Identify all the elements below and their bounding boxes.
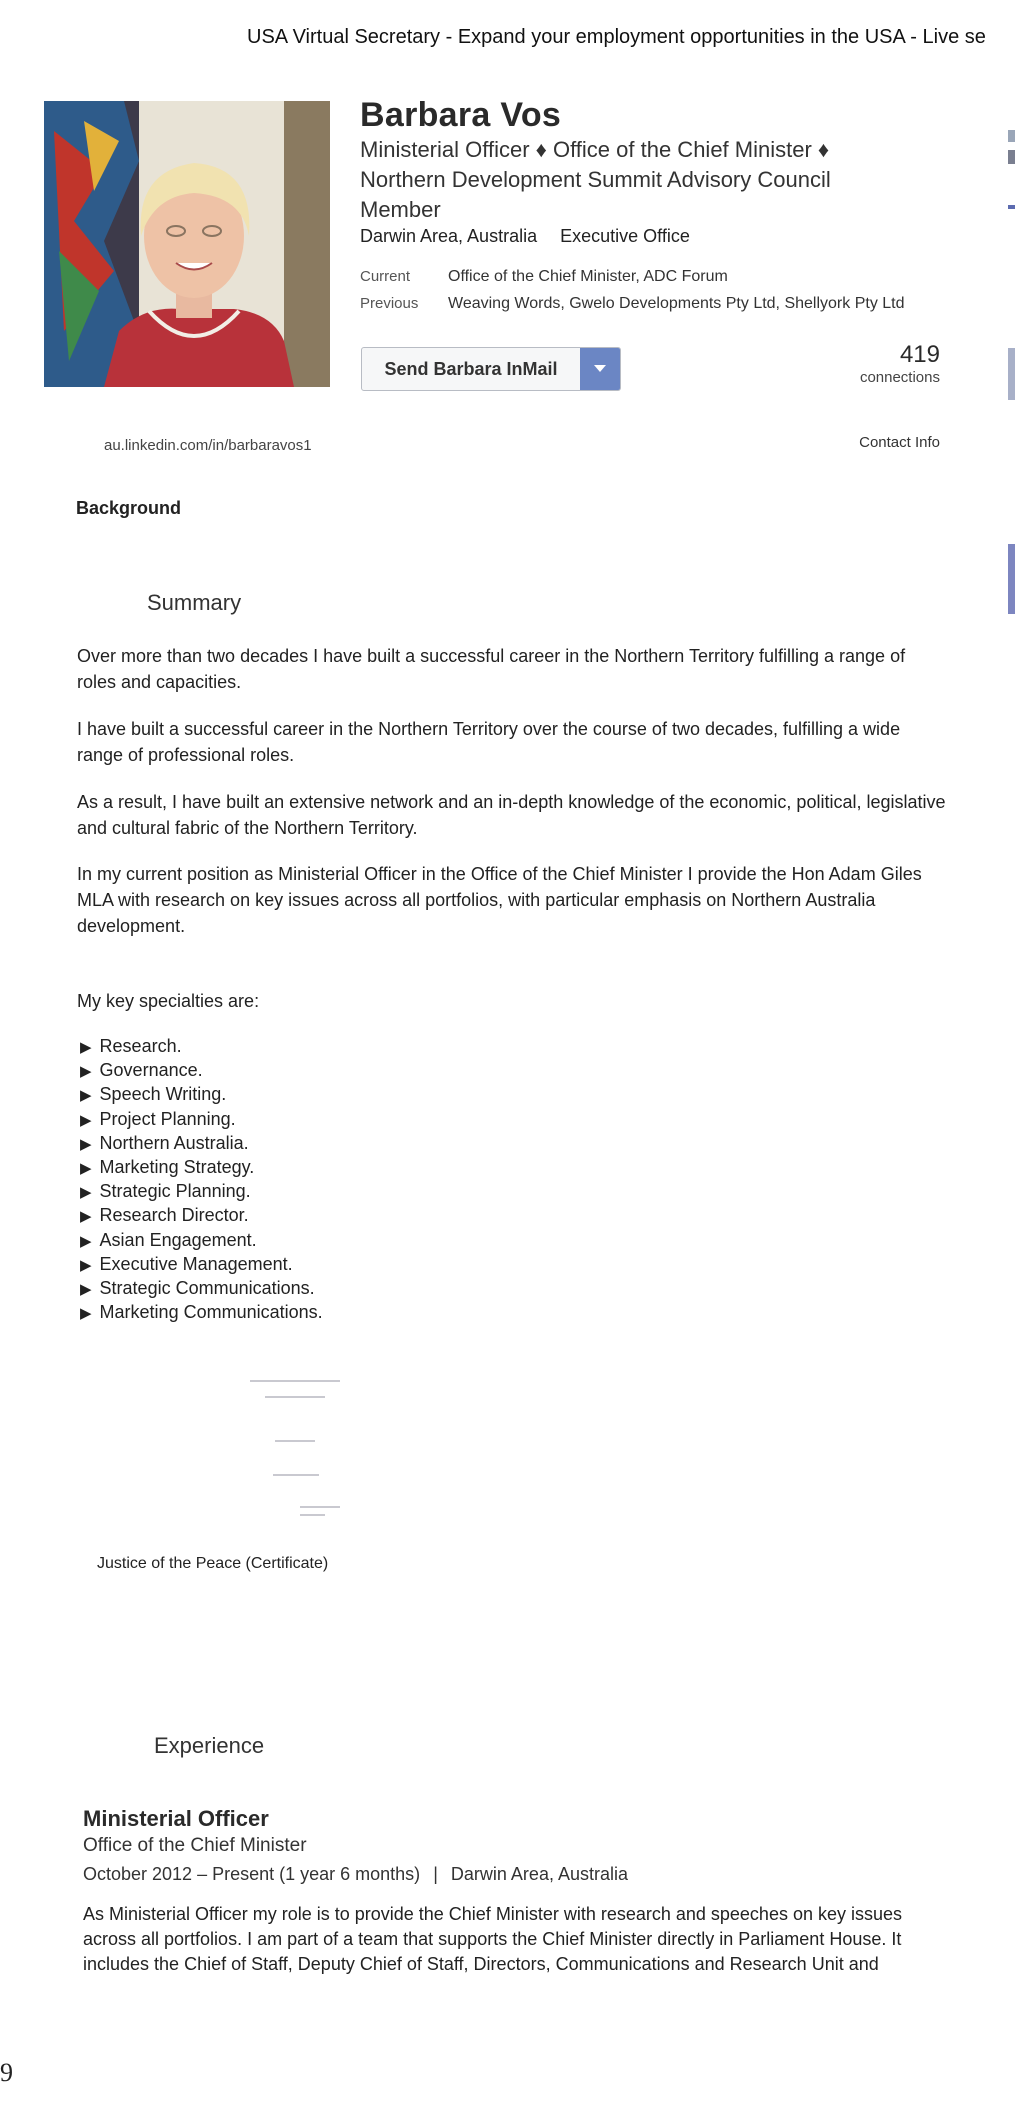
bullet-triangle-icon: ▶	[80, 1280, 92, 1298]
certificate-thumbnail[interactable]	[245, 1374, 345, 1522]
summary-paragraph: As a result, I have built an extensive network and an in-depth knowledge of the economic, political, legislative and cultural fabric of the Northern Territory.	[77, 792, 946, 838]
bullet-triangle-icon: ▶	[80, 1039, 92, 1056]
bullet-triangle-icon: ▶	[80, 1184, 92, 1202]
bullet-triangle-icon: ▶	[80, 1159, 92, 1177]
profile-industry[interactable]: Executive Office	[560, 226, 690, 246]
list-item: ▶ Executive Management.	[80, 1252, 323, 1276]
summary-paragraph: I have built a successful career in the Northern Territory over the course of two decades, fulfilling a wide range of professional roles.	[77, 719, 901, 765]
list-item: ▶ Research.	[80, 1034, 323, 1058]
previous-value[interactable]: Weaving Words, Gwelo Developments Pty Ltd, Shellyork Pty Ltd	[448, 295, 905, 312]
experience-heading: Experience	[154, 1733, 265, 1758]
previous-positions	[360, 295, 905, 313]
bullet-triangle-icon: ▶	[80, 1256, 92, 1274]
bullet-triangle-icon: ▶	[80, 1111, 92, 1129]
list-item: ▶ Asian Engagement.	[80, 1228, 323, 1252]
background-heading: Background	[76, 498, 182, 518]
list-item: ▶ Strategic Communications.	[80, 1276, 323, 1300]
experience-dates-row	[83, 1864, 628, 1885]
connections-count: 419	[899, 341, 940, 368]
contact-info-link[interactable]: Contact Info	[859, 434, 940, 451]
specialties-intro: My key specialties are:	[77, 991, 260, 1011]
experience-description: As Ministerial Officer my role is to provide the Chief Minister with research and speeches on key issues across all portfolios. I am part of a team that supports the Chief Minister directly in Parliament House. It includes the Chief of Staff, Deputy Chief of Staff, Directors, Communications and Research Unit and	[83, 1904, 903, 1974]
list-item: ▶ Northern Australia.	[80, 1131, 323, 1155]
bullet-triangle-icon: ▶	[80, 1063, 92, 1081]
bullet-triangle-icon: ▶	[80, 1087, 92, 1105]
specialties-list	[80, 1034, 323, 1324]
summary-paragraph: In my current position as Ministerial Officer in the Office of the Chief Minister I provide the Hon Adam Giles MLA with research on key issues across all portfolios, with particular emphasis on Northern Australia development.	[77, 864, 922, 936]
profile-name: Barbara Vos	[360, 96, 562, 134]
list-item: ▶ Research Director.	[80, 1203, 323, 1227]
certificate-label[interactable]: Justice of the Peace (Certificate)	[97, 1555, 329, 1572]
previous-label: Previous	[360, 295, 419, 312]
profile-location[interactable]: Darwin Area, Australia	[360, 226, 538, 246]
bullet-triangle-icon: ▶	[80, 1232, 92, 1250]
chevron-down-icon	[593, 364, 607, 374]
right-sidebar-edge	[1008, 0, 1015, 2122]
current-value[interactable]: Office of the Chief Minister, ADC Forum	[448, 268, 728, 285]
list-item: ▶ Speech Writing.	[80, 1082, 323, 1106]
ad-banner[interactable]: USA Virtual Secretary - Expand your employment opportunities in the USA - Live se	[247, 26, 986, 48]
profile-headline: Ministerial Officer ♦ Office of the Chief Minister ♦ Northern Development Summit Advisory Council Member	[360, 137, 831, 222]
separator: |	[433, 1864, 438, 1884]
current-label: Current	[360, 268, 411, 285]
inmail-dropdown-toggle[interactable]	[580, 348, 620, 390]
current-positions	[360, 268, 728, 286]
bullet-triangle-icon: ▶	[80, 1305, 92, 1323]
list-item: ▶ Marketing Communications.	[80, 1300, 323, 1324]
summary-heading: Summary	[147, 590, 242, 615]
experience-company[interactable]: Office of the Chief Minister	[83, 1835, 307, 1856]
experience-role[interactable]: Ministerial Officer	[83, 1806, 269, 1831]
public-profile-url[interactable]: au.linkedin.com/in/barbaravos1	[104, 437, 312, 454]
connections-label: connections	[859, 369, 940, 386]
list-item: ▶ Marketing Strategy.	[80, 1155, 323, 1179]
send-inmail-label[interactable]: Send Barbara InMail	[384, 359, 558, 379]
summary-paragraph: Over more than two decades I have built a successful career in the Northern Territory fulfilling a range of roles and capacities.	[77, 646, 906, 692]
profile-location-row	[360, 226, 708, 247]
experience-dates: October 2012 – Present (1 year 6 months)	[83, 1864, 421, 1884]
send-inmail-button[interactable]	[361, 347, 621, 391]
experience-location: Darwin Area, Australia	[450, 1864, 628, 1884]
profile-photo	[44, 101, 330, 387]
bullet-triangle-icon: ▶	[80, 1135, 92, 1153]
list-item: ▶ Project Planning.	[80, 1107, 323, 1131]
list-item: ▶ Governance.	[80, 1058, 323, 1082]
page-number: 9	[0, 2058, 13, 2087]
bullet-triangle-icon: ▶	[80, 1208, 92, 1226]
list-item: ▶ Strategic Planning.	[80, 1179, 323, 1203]
